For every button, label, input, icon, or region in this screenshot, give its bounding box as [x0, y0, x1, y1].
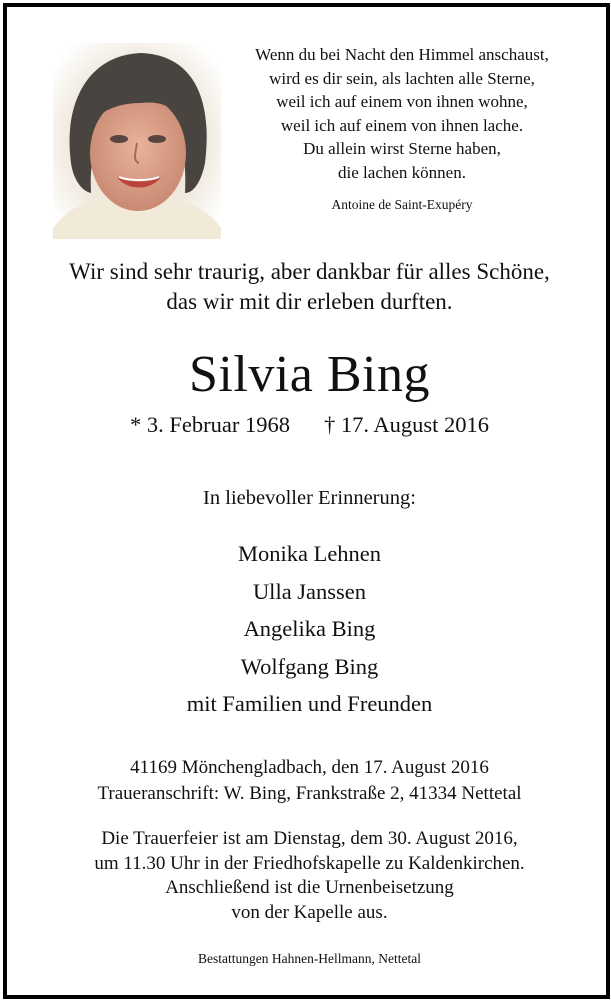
memory-heading: In liebevoller Erinnerung:	[203, 487, 416, 509]
family-member: Ulla Janssen	[252, 578, 367, 604]
intro-line: Wir sind sehr traurig, aber dankbar für alles Schöne,	[69, 259, 550, 284]
intro-text	[7, 257, 611, 317]
poem	[232, 43, 572, 217]
poem-line: Wenn du bei Nacht den Himmel anschaust,	[255, 45, 549, 64]
poem-author: Antoine de Saint-Exupéry	[331, 197, 473, 212]
ceremony-info	[7, 827, 611, 925]
funeral-home: Bestattungen Hahnen-Hellmann, Nettetal	[197, 951, 422, 966]
family-member: mit Familien und Freunden	[186, 691, 433, 716]
ceremony-line: von der Kapelle aus.	[231, 901, 388, 923]
ceremony-line: Anschließend ist die Urnenbeisetzung	[165, 877, 454, 898]
family-list	[7, 535, 611, 723]
obituary-frame	[3, 3, 610, 999]
family-member: Monika Lehnen	[237, 541, 382, 566]
family-member: Wolfgang Bing	[240, 653, 379, 679]
family-member: Angelika Bing	[243, 616, 376, 641]
poem-line: weil ich auf einem von ihnen wohne,	[276, 92, 528, 111]
mourning-address: Traueranschrift: W. Bing, Frankstraße 2, 41334 Nettetal	[97, 783, 522, 804]
portrait-photo	[53, 43, 221, 239]
life-dates	[7, 412, 611, 438]
ceremony-line: Die Trauerfeier ist am Dienstag, dem 30. August 2016,	[101, 828, 518, 849]
place-date-line: 41169 Mönchengladbach, den 17. August 2016	[130, 757, 489, 778]
poem-line: die lachen können.	[338, 162, 466, 182]
poem-line: Du allein wirst Sterne haben,	[303, 139, 501, 158]
deceased-name: Silvia Bing	[189, 346, 430, 403]
birth-date: * 3. Februar 1968	[130, 412, 290, 437]
intro-line: das wir mit dir erleben durften.	[166, 289, 453, 314]
ceremony-line: um 11.30 Uhr in der Friedhofskapelle zu Kaldenkirchen.	[94, 852, 525, 874]
poem-line: wird es dir sein, als lachten alle Sterne,	[269, 68, 535, 88]
death-date: † 17. August 2016	[323, 412, 489, 437]
poem-line: weil ich auf einem von ihnen lache.	[280, 115, 524, 135]
place-address	[7, 755, 611, 807]
